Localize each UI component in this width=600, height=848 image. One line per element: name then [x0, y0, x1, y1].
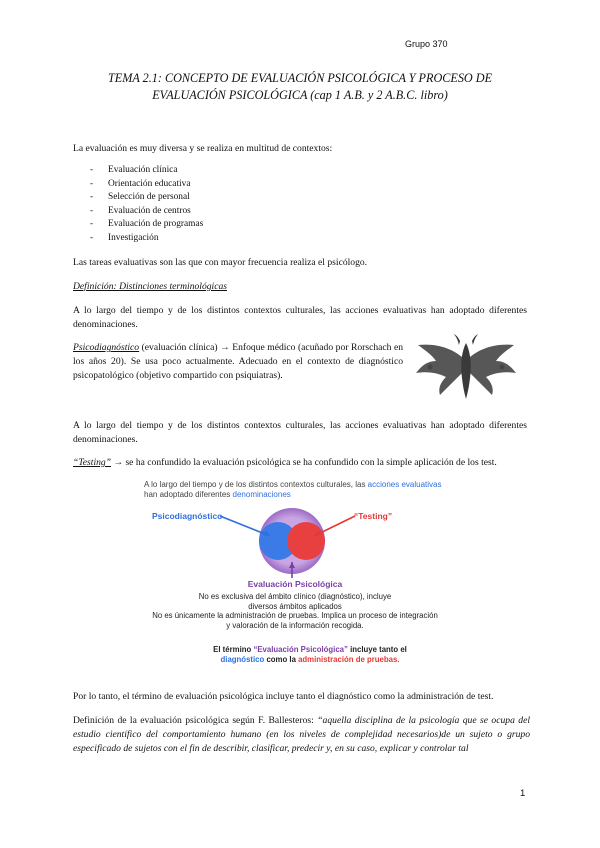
diagram-right-label: “Testing”: [354, 511, 393, 521]
diagram-footer-diagnostico: diagnóstico: [220, 655, 265, 664]
diagram-accent-acciones: acciones evaluativas: [367, 480, 442, 489]
ballesteros-lead: Definición de la evaluación psicológica según F. Ballesteros:: [73, 715, 318, 726]
evaluation-diagram: [130, 478, 510, 670]
list-item: - Evaluación de centros: [90, 205, 203, 219]
page-title: [60, 70, 540, 104]
list-item: - Evaluación clínica: [90, 164, 203, 178]
testing-circle: [287, 522, 325, 560]
diagram-notes: [130, 592, 460, 630]
psicodiagnostico-paragraph: [73, 341, 403, 383]
page-number: 1: [520, 788, 526, 799]
list-item: - Evaluación de programas: [90, 218, 203, 232]
diagram-left-label: Psicodiagnóstico: [152, 511, 223, 521]
definition-heading: Definición: Distinciones terminológicas: [73, 281, 228, 292]
diagram-footer-term: “Evaluación Psicológica”: [253, 645, 348, 654]
diagram-note: No es únicamente la administración de pruebas. Implica un proceso de integración: [152, 611, 438, 620]
title-line-2: EVALUACIÓN PSICOLÓGICA (cap 1 A.B. y 2 A.B.C. libro): [152, 88, 448, 102]
diagram-footer: [180, 645, 440, 665]
diagram-note: diversos ámbitos aplicados: [248, 601, 342, 611]
testing-paragraph: [73, 456, 533, 470]
psicodiagnostico-text: (evaluación clínica) → Enfoque médico (acuñado por Rorschach en los años 20). Se usa poco actualmente. Adecuado en el contexto de diagnóstico psicopatológico (objetivo compartido con psiquiatras).: [73, 342, 403, 381]
psicodiagnostico-term: Psicodiagnóstico: [73, 342, 140, 353]
diagram-accent-denominaciones: denominaciones: [232, 490, 291, 499]
diagram-note: y valoración de la información recogida.: [226, 620, 364, 630]
ballesteros-paragraph: [73, 714, 530, 756]
diagram-center-label: Evaluación Psicológica: [247, 579, 343, 589]
title-line-1: TEMA 2.1: CONCEPTO DE EVALUACIÓN PSICOLÓGICA Y PROCESO DE: [107, 71, 493, 85]
diagram-footer-part: como la: [264, 655, 299, 664]
paragraph-denominations: A lo largo del tiempo y de los distintos contextos culturales, las acciones evaluativas han adoptado diferentes denominaciones.: [73, 305, 527, 330]
diagram-intro-part-2: han adoptado diferentes: [144, 490, 233, 499]
group-label: Grupo 370: [405, 39, 448, 49]
diagram-graphic: [130, 478, 510, 670]
list-item: - Investigación: [90, 232, 203, 246]
tasks-sentence: Las tareas evaluativas son las que con mayor frecuencia realiza el psicólogo.: [73, 257, 368, 268]
contexts-list: [90, 164, 203, 246]
conclusion-paragraph: Por lo tanto, el término de evaluación psicológica incluye tanto el diagnóstico como la administración de test.: [73, 691, 494, 702]
diagram-intro-part: A lo largo del tiempo y de los distintos contextos culturales, las: [144, 480, 368, 489]
rorschach-inkblot-image: [410, 333, 522, 403]
left-arrow: [220, 516, 270, 536]
testing-text: → se ha confundido la evaluación psicológica se ha confundido con la simple aplicación de los test.: [111, 457, 497, 468]
list-item: - Orientación educativa: [90, 178, 203, 192]
testing-term: “Testing”: [73, 457, 112, 468]
intro-text: La evaluación es muy diversa y se realiza en multitud de contextos:: [73, 143, 333, 154]
diagram-note: No es exclusiva del ámbito clínico (diagnóstico), incluye: [198, 592, 392, 601]
diagram-footer-part: El término: [213, 645, 254, 654]
diagram-footer-part: incluye tanto el: [347, 645, 407, 654]
diagram-footer-administracion: administración de pruebas.: [298, 655, 400, 664]
paragraph-denominations-2: A lo largo del tiempo y de los distintos contextos culturales, las acciones evaluativas han adoptado diferentes denominaciones.: [73, 420, 527, 445]
ballesteros-quote: “aquella disciplina de la psicología que se ocupa del estudio científico del comportamiento humano (en los niveles de complejidad necesarios)de un sujeto o grupo especificado de sujetos con el fin de describir, clasificar, predecir y, en su caso, explicar y controlar tal: [73, 715, 530, 754]
list-item: - Selección de personal: [90, 191, 203, 205]
